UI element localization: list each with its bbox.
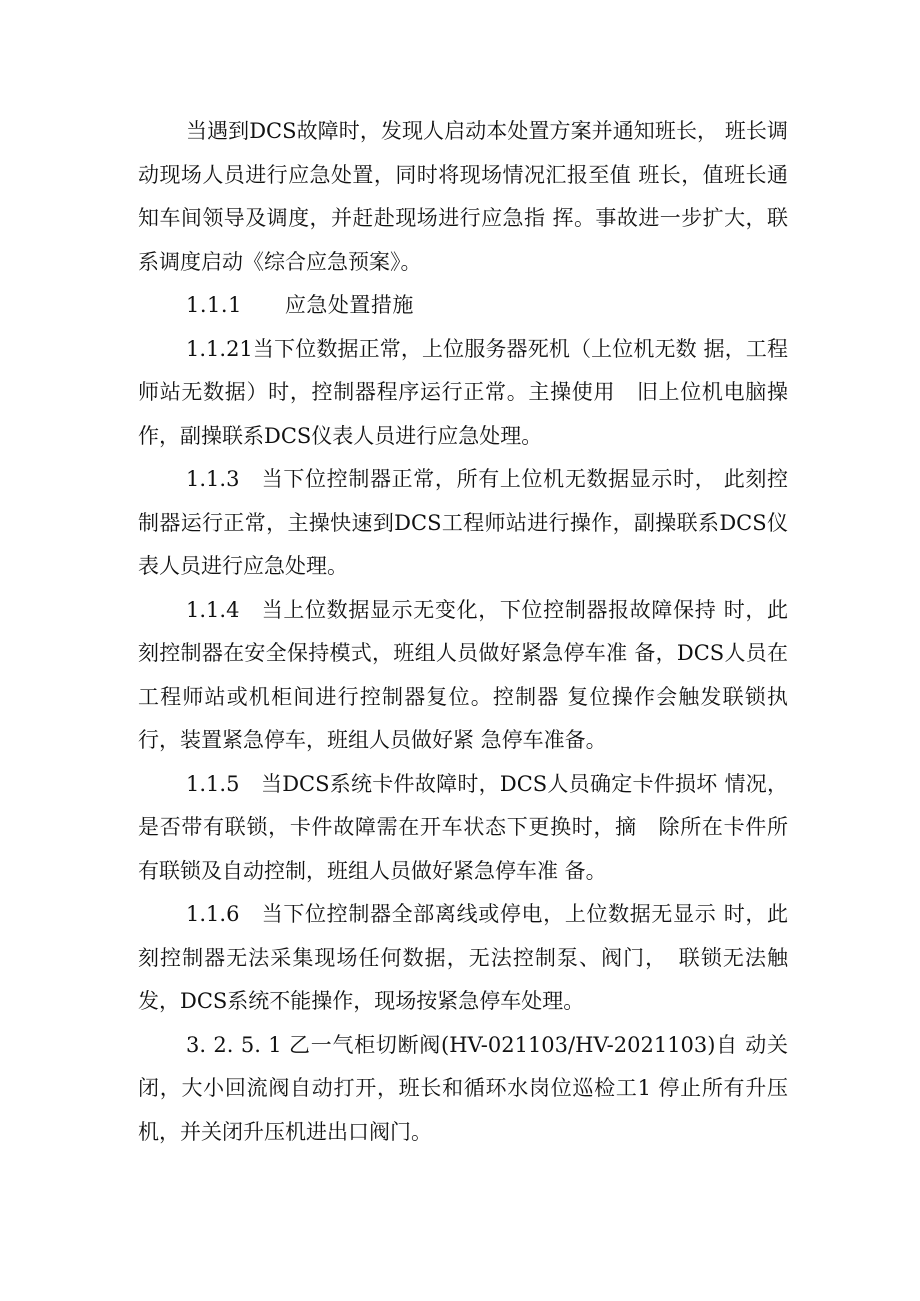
- paragraph-1-1-3: 1.1.3 当下位控制器正常，所有上位机无数据显示时， 此刻控制器运行正常，主操快速到DCS工程师站进行操作，副操联系DCS仪表人员进行应急处理。: [138, 467, 788, 578]
- document-body: [138, 110, 788, 1154]
- section-heading-emergency-measures: 1.1.1 应急处置措施: [186, 293, 414, 317]
- paragraph-1-1-4: 1.1.4 当上位数据显示无变化，下位控制器报故障保持 时，此刻控制器在安全保持模式，班组人员做好紧急停车准 备，DCS人员在工程师站或机柜间进行控制器复位。控制器 复位操作会触发联锁执行，装置紧急停车，班组人员做好紧 急停车准备。: [138, 597, 788, 752]
- paragraph-1-1-2: 1.1.21当下位数据正常，上位服务器死机（上位机无数 据，工程师站无数据）时，控制器程序运行正常。主操使用 旧上位机电脑操作，副操联系DCS仪表人员进行应急处理。: [138, 336, 788, 448]
- paragraph-1-1-5: 1.1.5 当DCS系统卡件故障时，DCS人员确定卡件损坏 情况，是否带有联锁，卡件故障需在开车状态下更换时，摘 除所在卡件所有联锁及自动控制，班组人员做好紧急停车准 备。: [138, 771, 788, 883]
- paragraph-intro: 当遇到DCS故障时，发现人启动本处置方案并通知班长， 班长调动现场人员进行应急处置，同时将现场情况汇报至值 班长，值班长通知车间领导及调度，并赶赴现场进行应急指 挥。事故进一步扩大，联系调度启动《综合应急预案》。: [138, 119, 788, 274]
- paragraph-1-1-6: 1.1.6 当下位控制器全部离线或停电，上位数据无显示 时，此刻控制器无法采集现场任何数据，无法控制泵、阀门， 联锁无法触发，DCS系统不能操作，现场按紧急停车处理。: [138, 902, 788, 1013]
- paragraph-3-2-5-1: 3. 2. 5. 1 乙一气柜切断阀(HV-021103/HV-2021103)自 动关闭，大小回流阀自动打开，班长和循环水岗位巡检工1 停止所有升压机，并关闭升压机进出口阀门。: [138, 1032, 788, 1144]
